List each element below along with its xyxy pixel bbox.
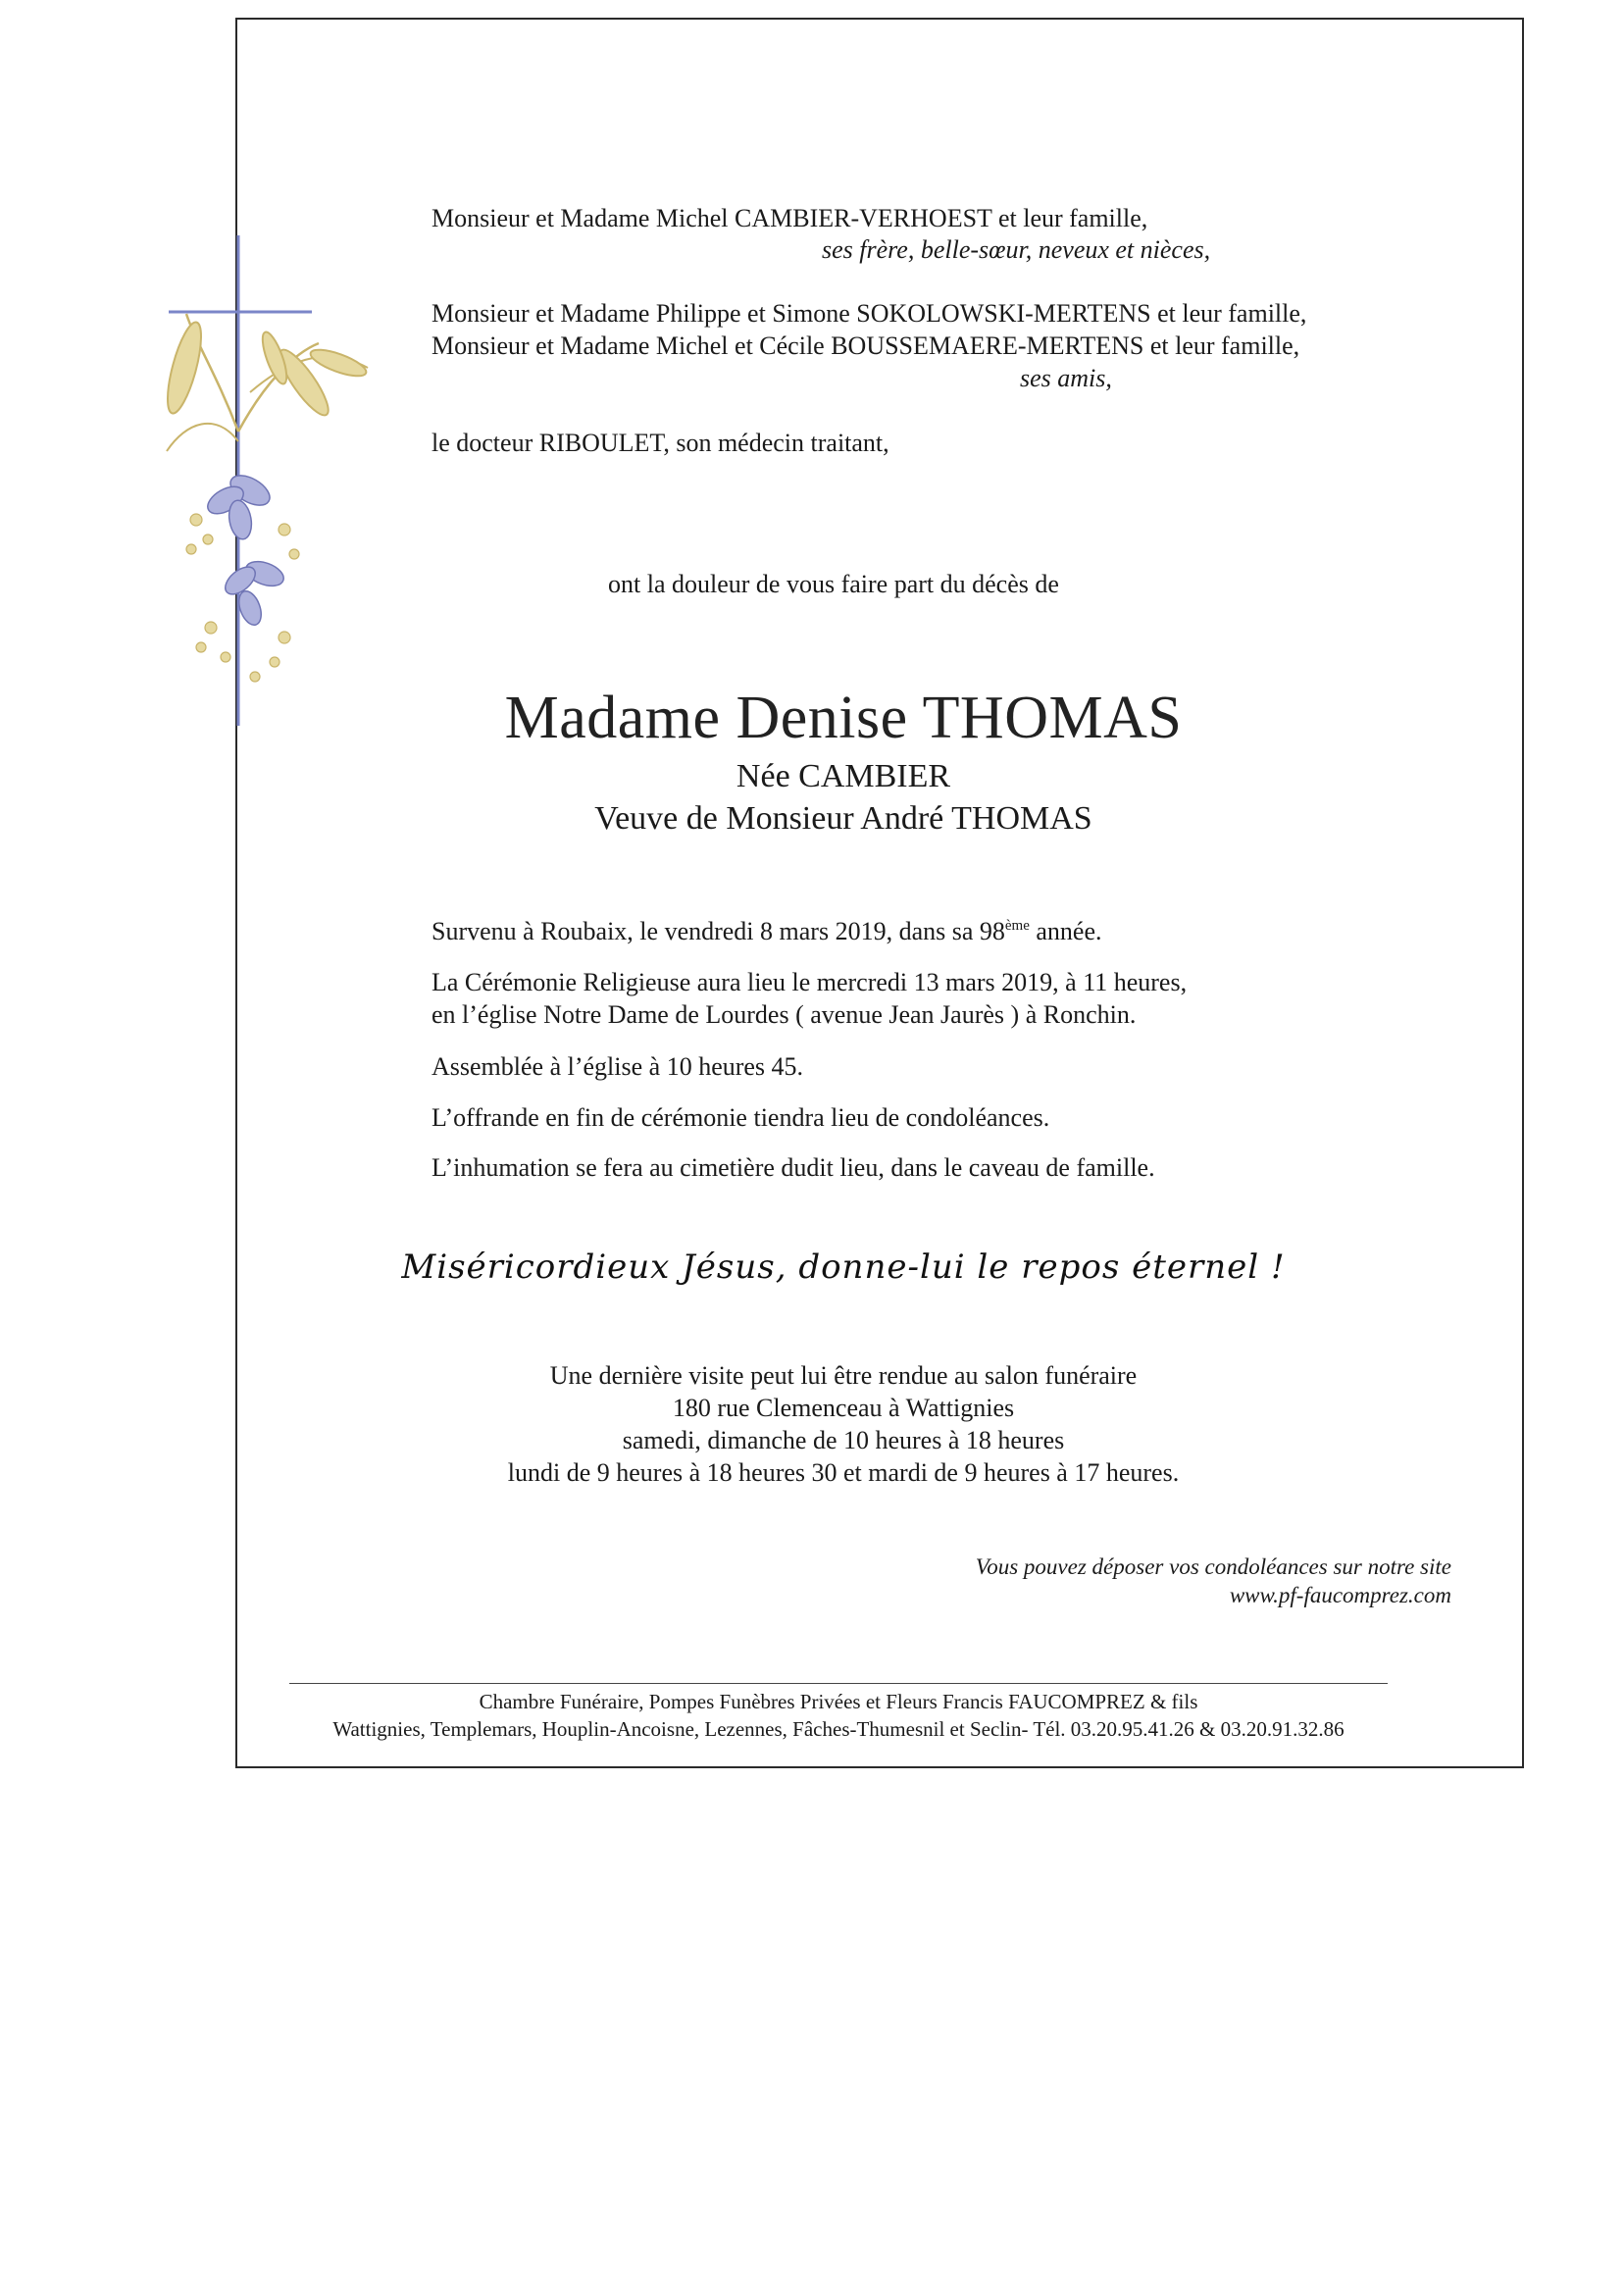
ceremony-line-1: La Cérémonie Religieuse aura lieu le mercredi 13 mars 2019, à 11 heures, — [431, 968, 1188, 996]
prayer-text: Miséricordieux Jésus, donne-lui le repos éternel ! — [401, 1247, 1286, 1287]
offering-info: L’offrande en fin de cérémonie tiendra lieu de condoléances. — [431, 1103, 1050, 1132]
family-line-4: le docteur RIBOULET, son médecin traitant, — [431, 429, 889, 457]
visit-line-4: lundi de 9 heures à 18 heures 30 et mardi de 9 heures à 17 heures. — [507, 1458, 1180, 1487]
death-info — [431, 916, 1102, 947]
burial-info: L’inhumation se fera au cimetière dudit lieu, dans le caveau de famille. — [431, 1153, 1155, 1182]
family-role-1: ses frère, belle-sœur, neveux et nièces, — [822, 235, 1211, 264]
visit-line-1: Une dernière visite peut lui être rendue au salon funéraire — [549, 1361, 1138, 1390]
announcement-frame — [235, 18, 1524, 1768]
family-role-2: ses amis, — [1020, 364, 1112, 392]
cross-with-wheat-and-flowers-icon — [157, 196, 392, 745]
visit-line-3: samedi, dimanche de 10 heures à 18 heures — [622, 1426, 1065, 1454]
deceased-widow-of: Veuve de Monsieur André THOMAS — [594, 800, 1092, 837]
ceremony-line-2: en l’église Notre Dame de Lourdes ( avenue Jean Jaurès ) à Ronchin. — [431, 1000, 1137, 1029]
death-info-text: Survenu à Roubaix, le vendredi 8 mars 2019, dans sa 98 — [431, 917, 1005, 945]
footer-line-2: Wattignies, Templemars, Houplin-Ancoisne, Lezennes, Fâches-Thumesnil et Seclin- Tél. 03.20.95.41.26 & 03.20.91.32.86 — [332, 1717, 1345, 1741]
death-info-sup: ème — [1004, 918, 1030, 934]
family-line-1: Monsieur et Madame Michel CAMBIER-VERHOEST et leur famille, — [431, 204, 1148, 232]
family-line-2: Monsieur et Madame Philippe et Simone SOKOLOWSKI-MERTENS et leur famille, — [431, 299, 1307, 328]
footer-divider — [289, 1683, 1388, 1684]
family-line-3: Monsieur et Madame Michel et Cécile BOUSSEMAERE-MERTENS et leur famille, — [431, 331, 1300, 360]
death-info-end: année. — [1029, 917, 1102, 945]
assembly-info: Assemblée à l’église à 10 heures 45. — [431, 1052, 804, 1081]
announcement-text: ont la douleur de vous faire part du décès de — [608, 570, 1059, 598]
condolences-line-1: Vous pouvez déposer vos condoléances sur notre site — [975, 1554, 1451, 1579]
visit-line-2: 180 rue Clemenceau à Wattignies — [672, 1394, 1015, 1422]
deceased-birth-name: Née CAMBIER — [736, 758, 951, 794]
footer-line-1: Chambre Funéraire, Pompes Funèbres Privées et Fleurs Francis FAUCOMPREZ & fils — [479, 1690, 1198, 1713]
deceased-name: Madame Denise THOMAS — [504, 685, 1183, 751]
condolences-website-link[interactable]: www.pf-faucomprez.com — [1229, 1583, 1451, 1607]
